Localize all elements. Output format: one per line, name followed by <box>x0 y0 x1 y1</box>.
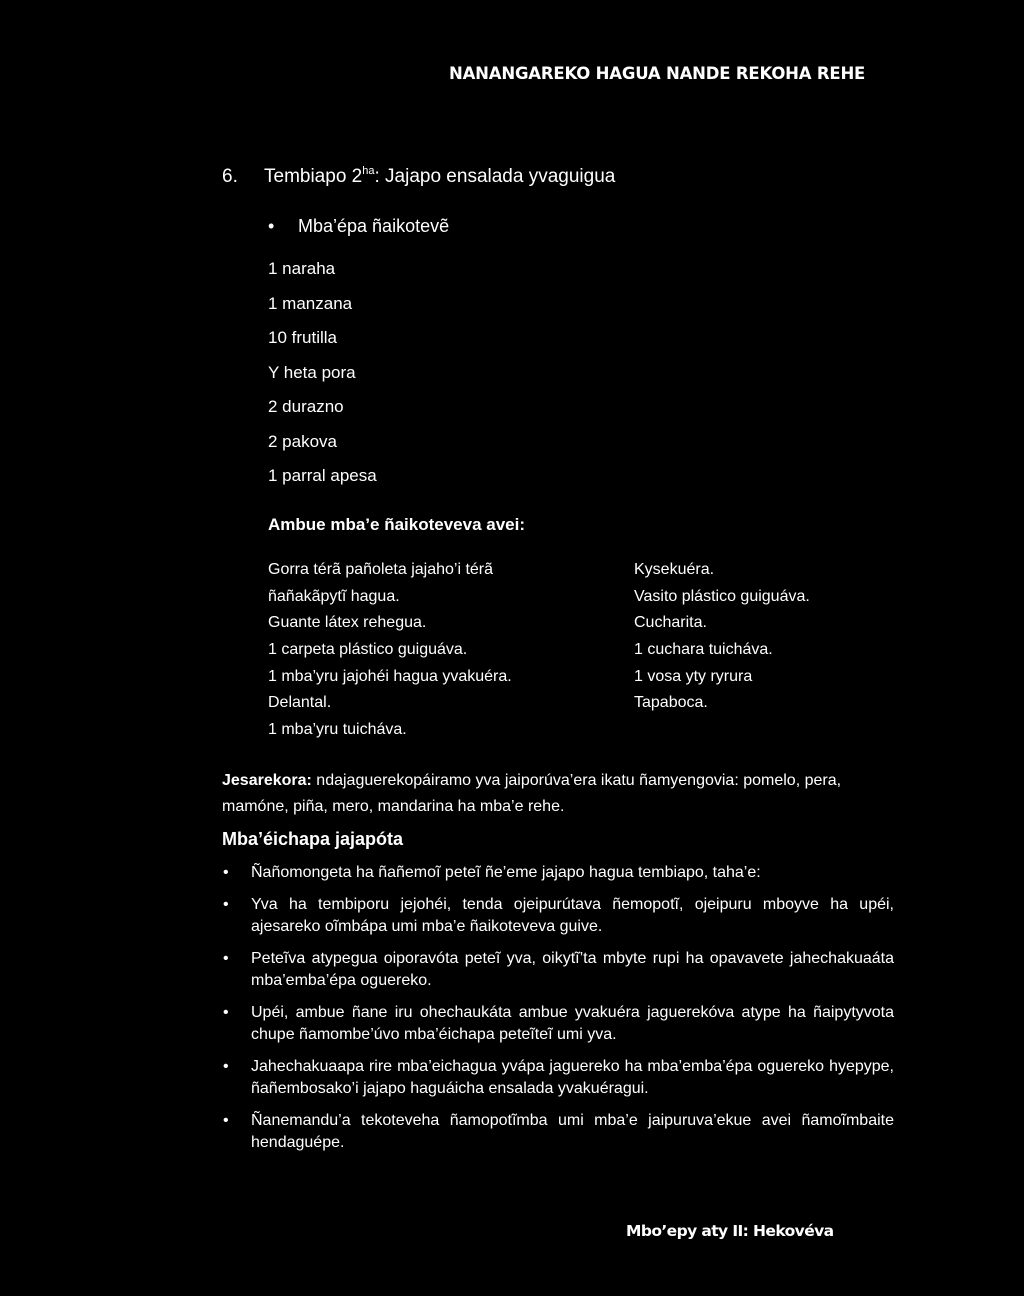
page-footer: Mbo’epy aty II: Hekovéva <box>626 1222 834 1240</box>
ingredients-heading <box>268 216 449 237</box>
utensil-item: Gorra térã pañoleta jajaho’i térã <box>268 561 494 578</box>
utensil-item: 1 mba’yru jajohéi hagua yvakuéra. <box>268 667 512 685</box>
ingredient-item: 1 parral apesa <box>268 466 377 485</box>
utensil-item: 1 mba’yru tuicháva. <box>268 721 407 739</box>
section-title-superscript: ha <box>362 165 375 177</box>
section-heading <box>222 165 615 188</box>
bullet-icon: • <box>223 1057 229 1075</box>
bullet-icon: • <box>223 864 229 881</box>
bullet-icon: • <box>223 1111 229 1129</box>
step-item <box>222 1056 894 1101</box>
utensil-item: 1 carpeta plástico guiguáva. <box>268 641 468 659</box>
utensil-item: 1 vosa yty ryrura <box>634 667 753 685</box>
ingredient-item: 2 pakova <box>268 431 337 451</box>
step-text: Upéi, ambue ñane iru ohechaukáta ambue yvakuéra jaguerekóva atype ha ñaipytyvota chupe ñamombe’úvo mba’éichapa peteĩteĩ umi yva. <box>251 1003 894 1043</box>
bullet-icon: • <box>223 949 229 967</box>
utensil-item: Delantal. <box>268 694 332 712</box>
step-item <box>222 1110 894 1155</box>
note-label: Jesarekora: <box>222 772 312 789</box>
utensil-item: Cucharita. <box>634 614 707 632</box>
utensil-item: Kysekuéra. <box>634 561 715 578</box>
running-header: NANANGAREKO HAGUA NANDE REKOHA REHE <box>449 64 866 83</box>
bullet-icon: • <box>268 216 275 236</box>
step-text: Ñanemandu’a tekoteveha ñamopotĩmba umi mba’e jaipuruva’ekue avei ñamoĩmbaite hendaguépe. <box>251 1111 894 1151</box>
note-text: ndajaguerekopáiramo yva jaiporúva’era ikatu ñamyengovia: pomelo, pera, mamóne, piña, mero, mandarina ha mba’e rehe. <box>222 772 842 815</box>
utensils-heading: Ambue mba’e ñaikoteveva avei: <box>268 515 526 534</box>
step-text: Peteĩva atypegua oiporavóta peteĩ yva, oikytĩ’ta mbyte rupi ha opavavete jahechakuaáta mba’emba’épa oguereko. <box>251 949 894 989</box>
step-item <box>222 1002 894 1047</box>
step-text: Jahechakuaapa rire mba’eichagua yvápa jaguereko ha mba’emba’épa oguereko hyepype, ñañembosako’i jajapo haguáicha ensalada yvakuéragui. <box>251 1057 894 1097</box>
utensils-right-column <box>634 560 810 720</box>
bullet-icon: • <box>223 895 229 913</box>
utensil-item: ñañakãpytĩ hagua. <box>268 587 400 605</box>
step-item <box>222 894 894 939</box>
ingredient-item: 2 durazno <box>268 397 344 416</box>
step-item <box>222 862 894 885</box>
ingredient-item: Y heta pora <box>268 362 356 382</box>
utensil-item: 1 cuchara tuicháva. <box>634 641 773 659</box>
ingredient-item: 10 frutilla <box>268 328 337 347</box>
bullet-icon: • <box>223 1003 229 1021</box>
utensil-item: Guante látex rehegua. <box>268 614 427 632</box>
utensil-item: Vasito plástico guiguáva. <box>634 587 810 605</box>
section-title-suffix: : Jajapo ensalada yvaguigua <box>374 166 616 187</box>
step-text: Ñañomongeta ha ñañemoĩ peteĩ ñe’eme jajapo hagua tembiapo, taha’e: <box>251 864 761 881</box>
steps-list <box>222 862 894 1164</box>
section-number: 6. <box>222 166 238 187</box>
ingredient-list <box>268 258 377 500</box>
step-text: Yva ha tembiporu jejohéi, tenda ojeipurútava ñemopotĩ, ojeipuru mboyve ha upéi, ajesareko oĩmbápa umi mba’e ñaikoteveva guive. <box>251 895 894 935</box>
ingredient-item: 1 manzana <box>268 293 353 313</box>
utensils-left-column <box>268 560 512 747</box>
step-item <box>222 948 894 993</box>
utensil-item: Tapaboca. <box>634 694 708 712</box>
ingredient-item: 1 naraha <box>268 259 336 278</box>
ingredients-heading-text: Mba’épa ñaikotevẽ <box>298 216 450 236</box>
section-title-prefix: Tembiapo 2 <box>264 166 363 187</box>
steps-heading: Mba’éichapa jajapóta <box>222 829 404 849</box>
note-paragraph <box>222 768 898 820</box>
